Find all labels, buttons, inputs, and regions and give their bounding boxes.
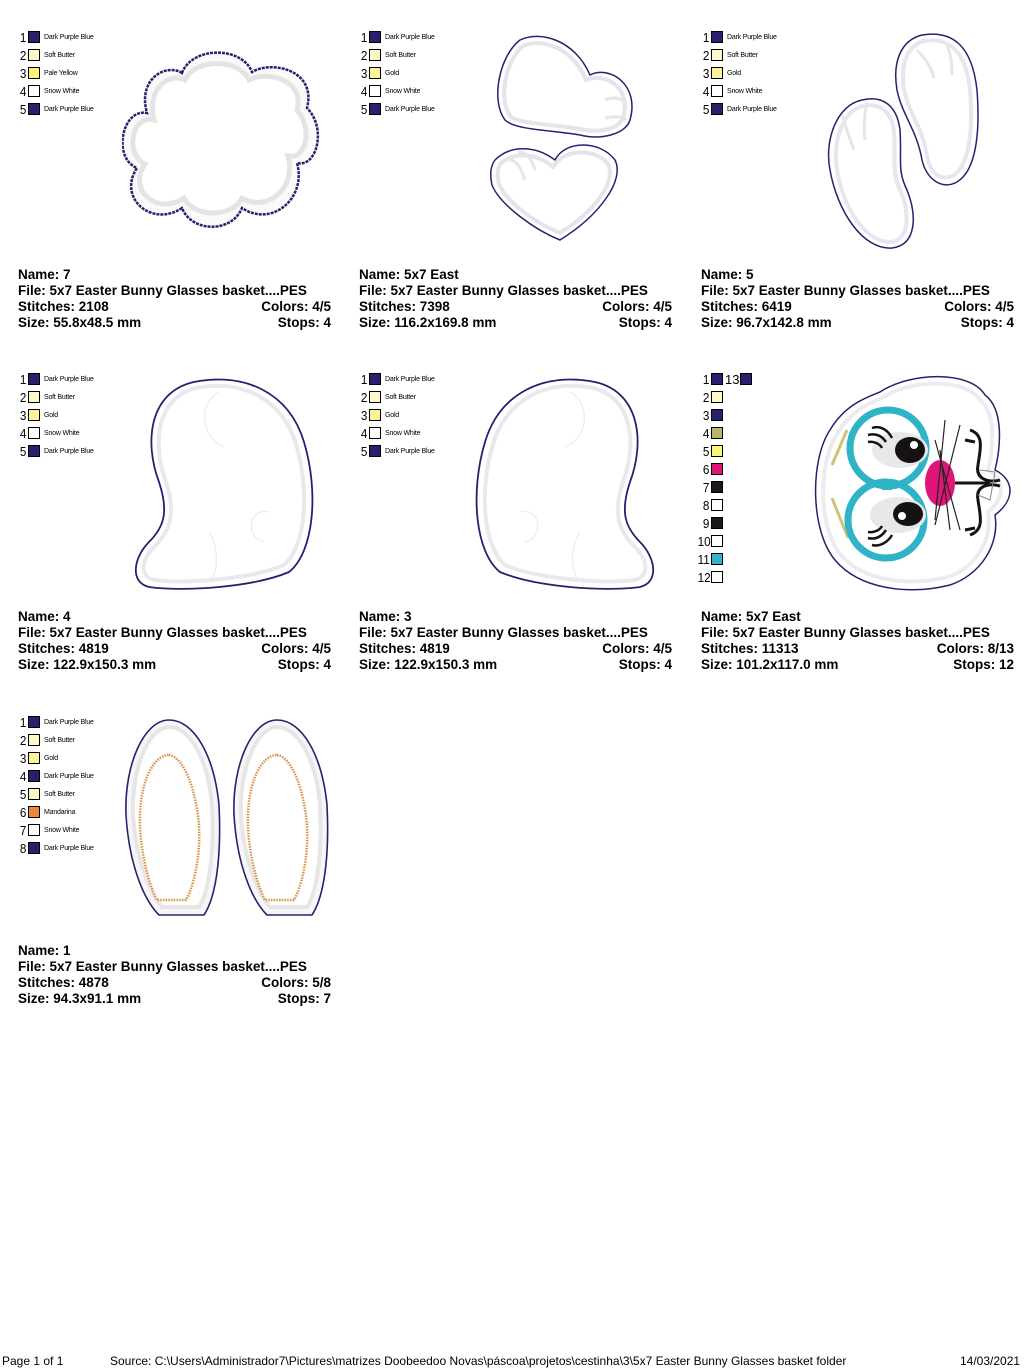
thread-name: Gold (727, 69, 741, 77)
color-swatch (28, 85, 40, 97)
color-legend (697, 370, 752, 586)
flower-design-preview (122, 48, 322, 228)
design-name: Name: 3 (359, 609, 412, 624)
color-swatch (369, 49, 381, 61)
legend-row (697, 442, 752, 460)
thread-name: Gold (385, 411, 399, 419)
legend-number: 4 (702, 425, 710, 441)
legend-number: 7 (702, 479, 710, 495)
color-swatch (369, 31, 381, 43)
color-swatch (369, 373, 381, 385)
thread-name: Snow White (44, 87, 80, 95)
info-line (359, 299, 672, 315)
design-size: Size: 122.9x150.3 mm (359, 657, 498, 672)
thread-name: Snow White (44, 826, 80, 834)
thread-name: Dark Purple Blue (385, 447, 435, 455)
design-size: Size: 122.9x150.3 mm (18, 657, 157, 672)
design-card-5x7-east-hearts[interactable] (355, 20, 675, 350)
color-swatch (28, 752, 40, 764)
color-count: Colors: 8/13 (936, 641, 1014, 656)
legend-row (697, 28, 777, 46)
design-name: Name: 7 (18, 267, 71, 282)
color-swatch (711, 481, 723, 493)
legend-number: 11 (697, 551, 710, 567)
thread-name: Soft Butter (44, 736, 75, 744)
color-count: Colors: 4/5 (261, 641, 331, 656)
info-line (701, 283, 1014, 299)
color-swatch (711, 391, 723, 403)
legend-number: 4 (19, 83, 27, 99)
legend-row (697, 568, 752, 586)
info-line (701, 299, 1014, 315)
legend-row (355, 46, 435, 64)
legend-row (14, 821, 94, 839)
legend-row (14, 839, 94, 857)
stop-count: Stops: 4 (618, 657, 672, 672)
legend-number: 3 (19, 65, 27, 81)
design-file: File: 5x7 Easter Bunny Glasses basket....PES (359, 283, 648, 298)
thread-name: Dark Purple Blue (44, 447, 94, 455)
legend-number: 2 (19, 47, 27, 63)
legend-number: 5 (19, 443, 27, 459)
legend-row (355, 388, 435, 406)
legend-number: 9 (702, 515, 710, 531)
legend-row (697, 406, 752, 424)
legend-number: 3 (702, 407, 710, 423)
legend-number: 5 (360, 101, 368, 117)
stitch-count: Stitches: 6419 (701, 299, 792, 314)
info-line (18, 267, 331, 283)
design-file: File: 5x7 Easter Bunny Glasses basket....PES (18, 625, 307, 640)
design-info (359, 609, 672, 673)
design-size: Size: 55.8x48.5 mm (18, 315, 142, 330)
design-file: File: 5x7 Easter Bunny Glasses basket....PES (701, 283, 990, 298)
info-line (18, 943, 331, 959)
legend-row (697, 64, 777, 82)
thread-name: Dark Purple Blue (385, 33, 435, 41)
feet-design-preview (822, 30, 992, 255)
design-file: File: 5x7 Easter Bunny Glasses basket....PES (18, 283, 307, 298)
thread-name: Soft Butter (385, 51, 416, 59)
legend-number: 2 (702, 47, 710, 63)
legend-row (355, 64, 435, 82)
hearts-design-preview (480, 30, 660, 250)
design-info (701, 267, 1014, 331)
legend-number: 1 (702, 371, 710, 387)
info-line (359, 609, 672, 625)
legend-row (355, 424, 435, 442)
legend-row (697, 496, 752, 514)
info-line (359, 625, 672, 641)
legend-number: 8 (702, 497, 710, 513)
legend-number: 4 (19, 425, 27, 441)
body-right-design-preview (465, 372, 665, 597)
info-line (359, 267, 672, 283)
legend-row (697, 82, 777, 100)
page-number: Page 1 of 1 (2, 1354, 64, 1368)
legend-row (697, 514, 752, 532)
color-swatch (28, 31, 40, 43)
legend-row (14, 785, 94, 803)
design-card-7[interactable] (14, 20, 334, 350)
color-swatch (28, 788, 40, 800)
color-swatch (28, 103, 40, 115)
design-name: Name: 4 (18, 609, 71, 624)
legend-number: 3 (702, 65, 710, 81)
stitch-count: Stitches: 11313 (701, 641, 799, 656)
legend-row (14, 749, 94, 767)
info-line (701, 641, 1014, 657)
legend-number: 1 (19, 714, 27, 730)
info-line (18, 299, 331, 315)
info-line (18, 641, 331, 657)
legend-number: 2 (360, 47, 368, 63)
legend-number: 1 (360, 371, 368, 387)
thread-name: Dark Purple Blue (385, 105, 435, 113)
legend-row (355, 442, 435, 460)
info-line (359, 283, 672, 299)
legend-number: 4 (360, 83, 368, 99)
thread-name: Soft Butter (44, 393, 75, 401)
info-line (18, 609, 331, 625)
legend-number: 10 (697, 533, 711, 549)
ears-design-preview (114, 715, 334, 925)
color-swatch (369, 67, 381, 79)
color-swatch (28, 67, 40, 79)
legend-number: 1 (19, 371, 27, 387)
legend-row (355, 82, 435, 100)
legend-row (697, 460, 752, 478)
color-swatch (711, 535, 723, 547)
legend-row (14, 442, 94, 460)
thread-name: Dark Purple Blue (44, 844, 94, 852)
legend-row (14, 731, 94, 749)
thread-name: Gold (44, 754, 58, 762)
thread-name: Dark Purple Blue (727, 105, 777, 113)
legend-number: 12 (697, 569, 711, 585)
legend-number: 7 (19, 822, 27, 838)
legend-number: 3 (360, 65, 368, 81)
color-legend (355, 28, 435, 118)
thread-name: Pale Yellow (44, 69, 78, 77)
legend-number: 1 (702, 29, 710, 45)
stop-count: Stops: 4 (277, 657, 331, 672)
legend-number: 5 (702, 443, 710, 459)
legend-number: 2 (19, 732, 27, 748)
design-card-1[interactable] (14, 705, 334, 1035)
legend-row (697, 388, 752, 406)
thread-name: Soft Butter (727, 51, 758, 59)
info-line (18, 625, 331, 641)
color-swatch (740, 373, 752, 385)
design-file: File: 5x7 Easter Bunny Glasses basket....PES (701, 625, 990, 640)
design-size: Size: 94.3x91.1 mm (18, 991, 142, 1006)
color-swatch (369, 427, 381, 439)
legend-row (14, 803, 94, 821)
legend-row (14, 406, 94, 424)
stitch-count: Stitches: 4878 (18, 975, 109, 990)
color-swatch (711, 103, 723, 115)
color-swatch (711, 373, 723, 385)
legend-number: 4 (702, 83, 710, 99)
design-size: Size: 101.2x117.0 mm (701, 657, 839, 672)
info-line (701, 267, 1014, 283)
thread-name: Soft Butter (44, 790, 75, 798)
legend-row (355, 370, 435, 388)
color-swatch (28, 409, 40, 421)
color-legend (697, 28, 777, 118)
color-swatch (711, 571, 723, 583)
design-size: Size: 116.2x169.8 mm (359, 315, 497, 330)
legend-number: 5 (360, 443, 368, 459)
color-swatch (711, 445, 723, 457)
thread-name: Gold (44, 411, 58, 419)
legend-row (14, 100, 94, 118)
thread-name: Dark Purple Blue (44, 33, 94, 41)
color-count: Colors: 4/5 (602, 299, 672, 314)
design-name: Name: 5 (701, 267, 754, 282)
legend-number: 2 (360, 389, 368, 405)
legend-row (14, 64, 94, 82)
info-line (18, 657, 331, 673)
page-footer (0, 1354, 1024, 1370)
color-swatch (711, 85, 723, 97)
color-swatch (711, 499, 723, 511)
legend-row (14, 424, 94, 442)
design-info (18, 609, 331, 673)
color-legend (14, 713, 94, 857)
color-swatch (28, 806, 40, 818)
design-card-5[interactable] (697, 20, 1017, 350)
color-legend (14, 370, 94, 460)
thread-name: Snow White (385, 429, 421, 437)
stop-count: Stops: 4 (618, 315, 672, 330)
color-swatch (28, 391, 40, 403)
thread-name: Snow White (385, 87, 421, 95)
color-swatch (28, 716, 40, 728)
color-swatch (28, 734, 40, 746)
legend-row (697, 46, 777, 64)
color-swatch (369, 391, 381, 403)
legend-number: 3 (360, 407, 368, 423)
design-info (701, 609, 1014, 673)
stop-count: Stops: 4 (960, 315, 1014, 330)
info-line (359, 641, 672, 657)
color-legend (14, 28, 94, 118)
design-name: Name: 5x7 East (701, 609, 801, 624)
color-swatch (28, 373, 40, 385)
thread-name: Soft Butter (385, 393, 416, 401)
legend-row (697, 550, 752, 568)
print-date: 14/03/2021 (960, 1354, 1021, 1368)
color-swatch (28, 770, 40, 782)
legend-number: 4 (19, 768, 27, 784)
design-file: File: 5x7 Easter Bunny Glasses basket....PES (18, 959, 307, 974)
info-line (701, 657, 1014, 673)
stitch-count: Stitches: 2108 (18, 299, 109, 314)
color-count: Colors: 4/5 (261, 299, 331, 314)
info-line (701, 625, 1014, 641)
thread-name: Gold (385, 69, 399, 77)
legend-row (697, 100, 777, 118)
legend-number: 8 (19, 840, 27, 856)
info-line (359, 657, 672, 673)
color-swatch (711, 67, 723, 79)
color-swatch (28, 842, 40, 854)
design-card-3[interactable] (355, 362, 675, 692)
color-swatch (28, 824, 40, 836)
legend-number: 6 (702, 461, 710, 477)
color-swatch (369, 409, 381, 421)
color-count: Colors: 4/5 (602, 641, 672, 656)
color-swatch (28, 49, 40, 61)
color-swatch (711, 31, 723, 43)
thread-name: Dark Purple Blue (385, 375, 435, 383)
design-info (18, 267, 331, 331)
legend-row (14, 370, 94, 388)
info-line (701, 315, 1014, 331)
legend-number: 5 (19, 786, 27, 802)
legend-row (697, 370, 752, 388)
stop-count: Stops: 12 (953, 657, 1014, 672)
legend-row (697, 424, 752, 442)
color-swatch (711, 427, 723, 439)
legend-number: 3 (19, 750, 27, 766)
info-line (701, 609, 1014, 625)
color-count: Colors: 4/5 (944, 299, 1014, 314)
bunny-face-design-preview (810, 370, 1020, 595)
legend-row (14, 46, 94, 64)
color-swatch (369, 445, 381, 457)
thread-name: Snow White (44, 429, 80, 437)
design-size: Size: 96.7x142.8 mm (701, 315, 832, 330)
color-swatch (369, 103, 381, 115)
stop-count: Stops: 7 (277, 991, 331, 1006)
legend-number: 5 (702, 101, 710, 117)
info-line (18, 975, 331, 991)
thread-name: Dark Purple Blue (44, 375, 94, 383)
legend-row (355, 28, 435, 46)
legend-row (697, 478, 752, 496)
legend-row (14, 388, 94, 406)
legend-row (14, 713, 94, 731)
info-line (359, 315, 672, 331)
source-path: Source: C:\Users\Administrador7\Pictures\matrizes Doobeedoo Novas\páscoa\projetos\cestinha\3\5x7 Easter Bunny Glasses basket folder (110, 1354, 847, 1368)
legend-row (14, 28, 94, 46)
design-name: Name: 5x7 East (359, 267, 459, 282)
stitch-count: Stitches: 7398 (359, 299, 450, 314)
legend-row (355, 100, 435, 118)
thread-name: Dark Purple Blue (727, 33, 777, 41)
legend-row (355, 406, 435, 424)
color-swatch (28, 445, 40, 457)
design-info (18, 943, 331, 1007)
legend-number: 2 (702, 389, 710, 405)
color-swatch (28, 427, 40, 439)
legend-row (14, 82, 94, 100)
legend-number: 1 (360, 29, 368, 45)
info-line (18, 991, 331, 1007)
legend-number: 4 (360, 425, 368, 441)
stitch-count: Stitches: 4819 (18, 641, 109, 656)
legend-number: 6 (19, 804, 27, 820)
stitch-count: Stitches: 4819 (359, 641, 450, 656)
body-left-design-preview (124, 372, 324, 597)
legend-row (14, 767, 94, 785)
design-name: Name: 1 (18, 943, 71, 958)
thread-name: Mandarina (44, 808, 76, 816)
info-line (18, 315, 331, 331)
color-swatch (369, 85, 381, 97)
legend-row (697, 532, 752, 550)
thread-name: Dark Purple Blue (44, 718, 94, 726)
thread-name: Dark Purple Blue (44, 105, 94, 113)
color-swatch (711, 49, 723, 61)
thread-name: Dark Purple Blue (44, 772, 94, 780)
color-swatch (711, 553, 723, 565)
design-card-4[interactable] (14, 362, 334, 692)
stop-count: Stops: 4 (277, 315, 331, 330)
legend-number: 5 (19, 101, 27, 117)
legend-number: 2 (19, 389, 27, 405)
legend-number: 1 (19, 29, 27, 45)
color-swatch (711, 409, 723, 421)
design-card-5x7-east-face[interactable] (697, 362, 1017, 692)
color-swatch (711, 463, 723, 475)
thread-name: Soft Butter (44, 51, 75, 59)
legend-number: 13 (725, 371, 740, 387)
color-swatch (711, 517, 723, 529)
color-legend (355, 370, 435, 460)
color-count: Colors: 5/8 (261, 975, 331, 990)
design-file: File: 5x7 Easter Bunny Glasses basket....PES (359, 625, 648, 640)
legend-number: 3 (19, 407, 27, 423)
info-line (18, 959, 331, 975)
thread-name: Snow White (727, 87, 763, 95)
design-info (359, 267, 672, 331)
info-line (18, 283, 331, 299)
